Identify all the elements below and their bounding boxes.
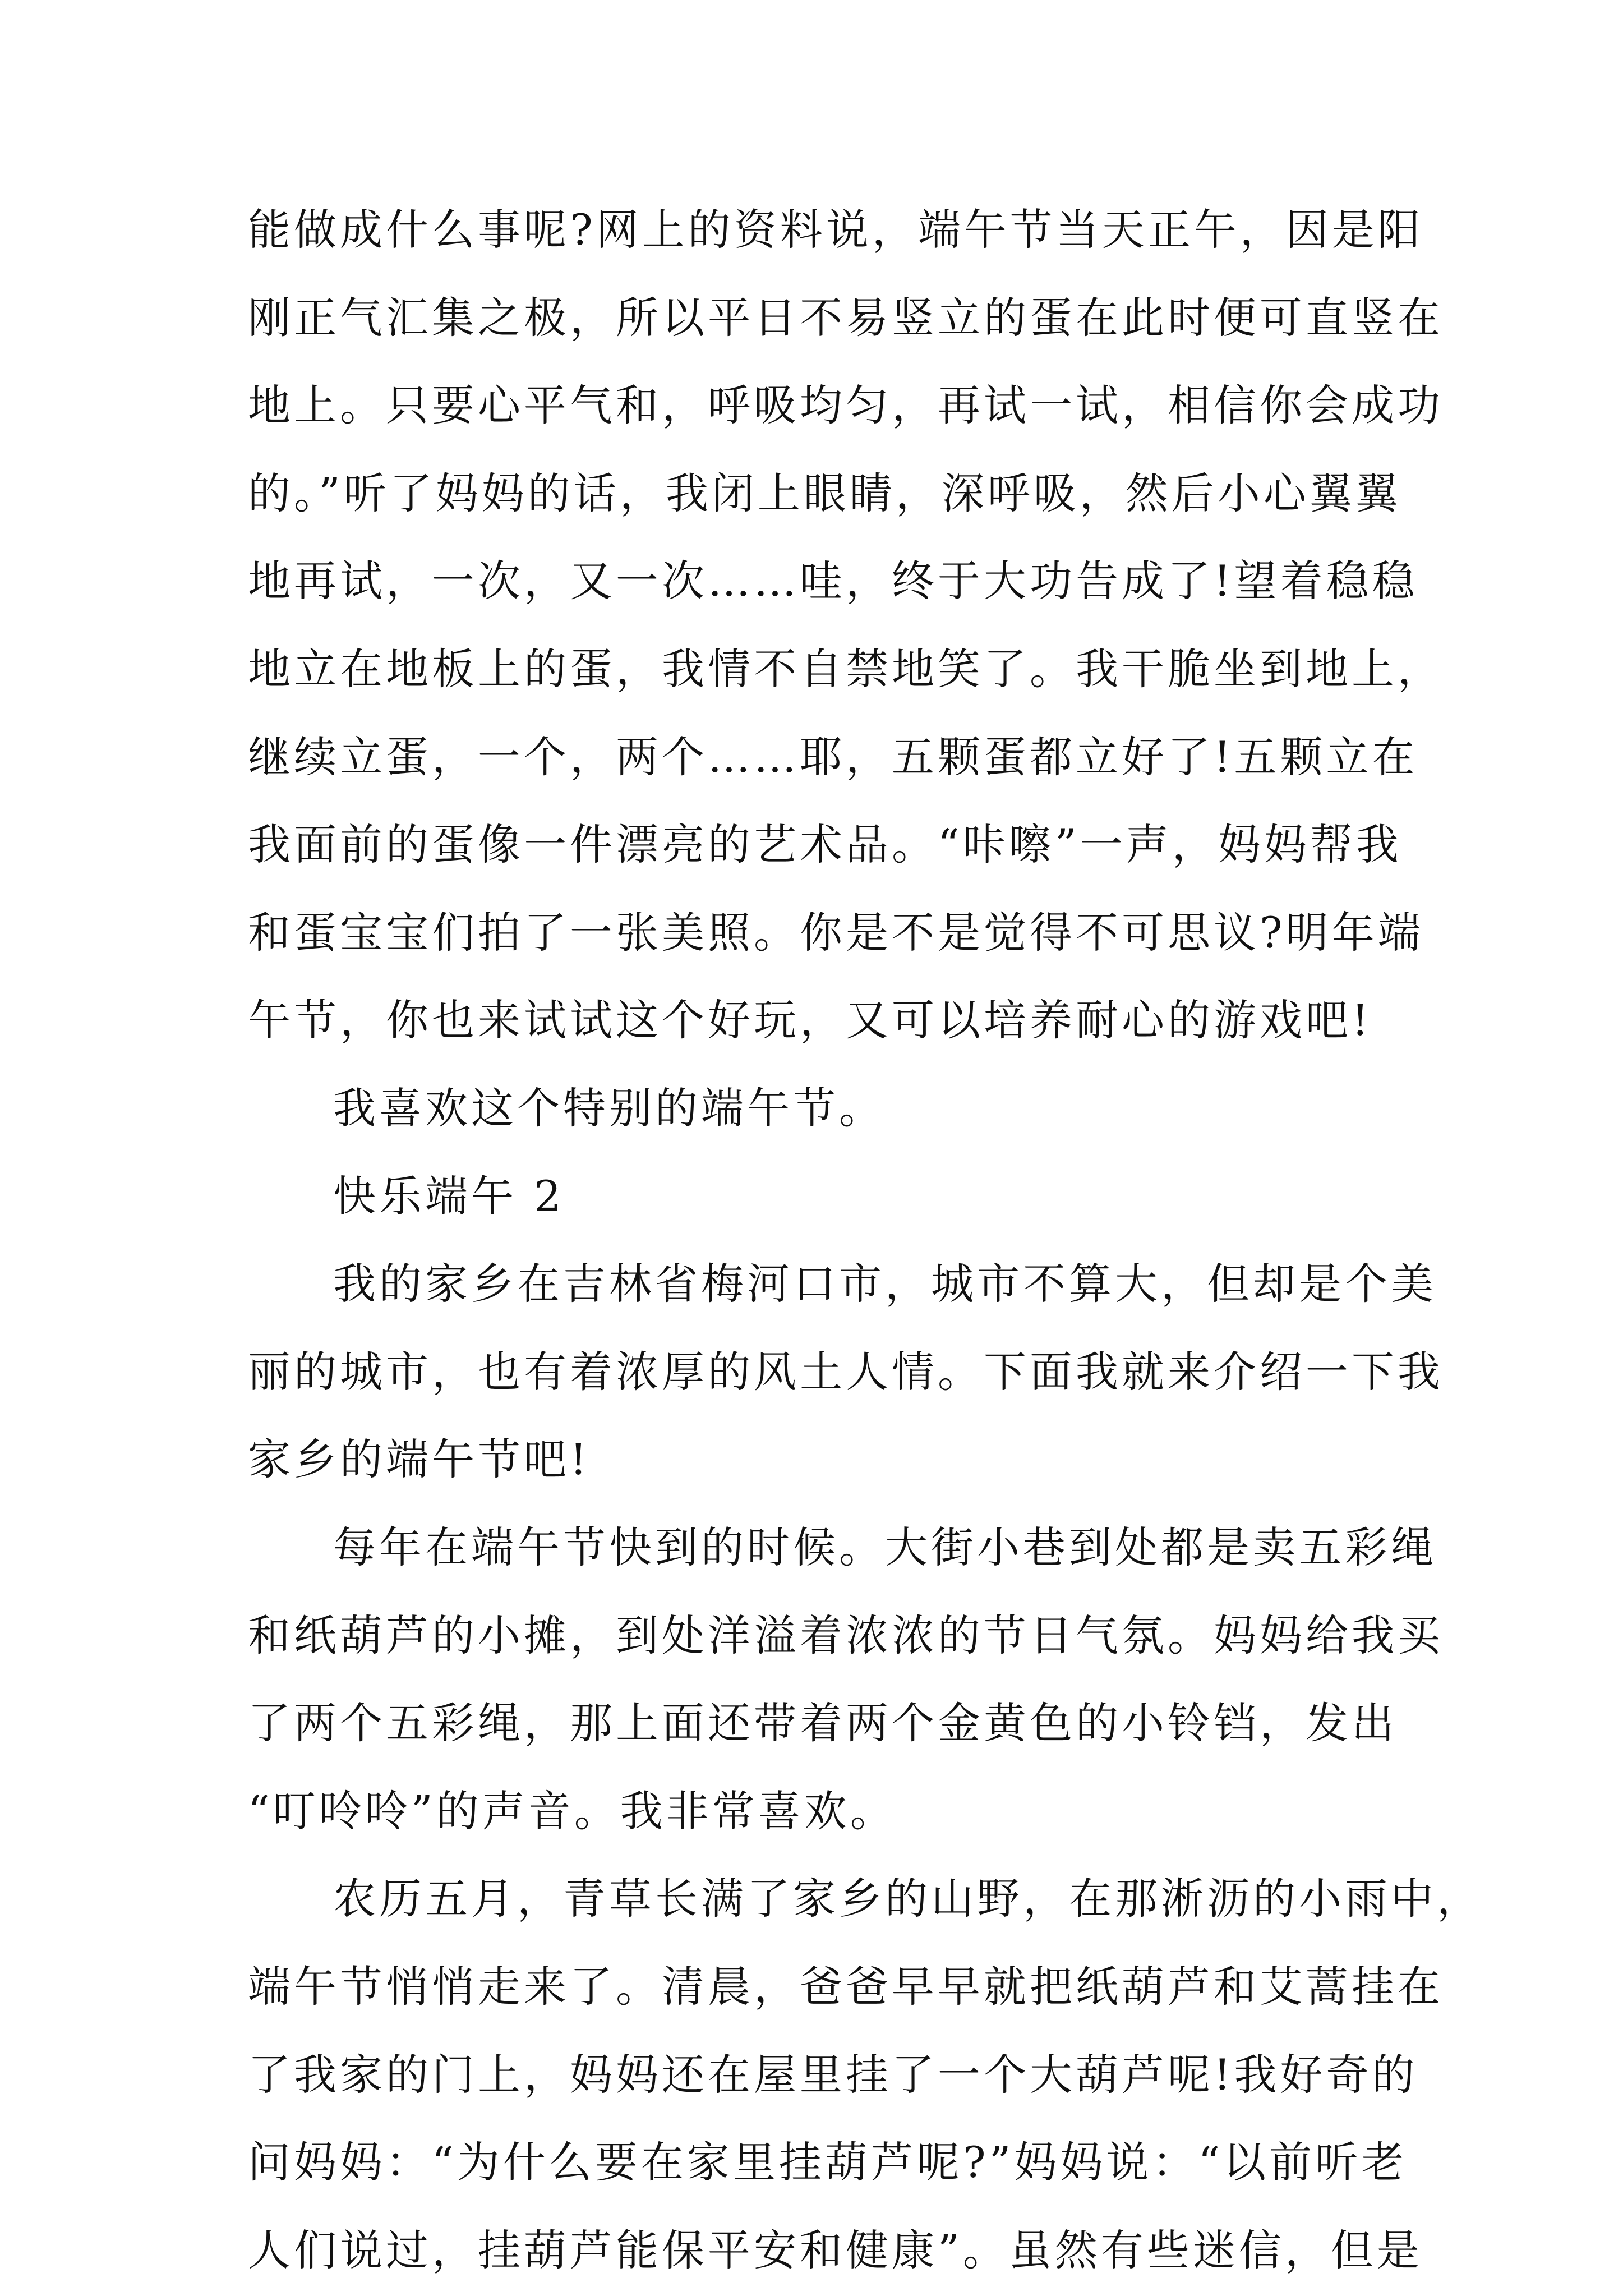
- paragraph-line: 我的家乡在吉林省梅河口市，城市不算大，但却是个美: [333, 1259, 1437, 1309]
- text-line: 地上。只要心平气和，呼吸均匀，再试一试，相信你会成功: [248, 380, 1444, 430]
- text-line: 人们说过，挂葫芦能保平安和健康”。虽然有些迷信，但是: [248, 2225, 1423, 2275]
- text-line: “叮呤呤”的声音。我非常喜欢。: [248, 1786, 896, 1836]
- text-line: 继续立蛋，一个，两个……耶，五颗蛋都立好了!五颗立在: [248, 732, 1418, 782]
- text-line: 地再试，一次，又一次……哇，终于大功告成了!望着稳稳: [248, 556, 1418, 606]
- paragraph-line: 我喜欢这个特别的端午节。: [333, 1083, 885, 1133]
- text-line: 家乡的端午节吧!: [248, 1434, 591, 1484]
- text-line: 地立在地板上的蛋，我情不自禁地笑了。我干脆坐到地上，: [248, 644, 1444, 694]
- text-line: 问妈妈：“为什么要在家里挂葫芦呢?”妈妈说：“以前听老: [248, 2137, 1408, 2187]
- paragraph-line: 农历五月，青草长满了家乡的山野，在那淅沥的小雨中，: [333, 1874, 1483, 1924]
- text-line: 丽的城市，也有着浓厚的风土人情。下面我就来介绍一下我: [248, 1347, 1444, 1397]
- text-line: 和蛋宝宝们拍了一张美照。你是不是觉得不可思议?明年端: [248, 908, 1424, 958]
- text-line: 了两个五彩绳，那上面还带着两个金黄色的小铃铛，发出: [248, 1698, 1398, 1748]
- text-line: 能做成什么事呢?网上的资料说，端午节当天正午，因是阳: [248, 205, 1424, 255]
- section-heading: 快乐端午 2: [333, 1171, 565, 1221]
- paragraph-line: 每年在端午节快到的时候。大街小巷到处都是卖五彩绳: [333, 1522, 1437, 1572]
- text-line: 我面前的蛋像一件漂亮的艺术品。“咔嚓”一声，妈妈帮我: [248, 820, 1402, 869]
- text-line: 刚正气汇集之极，所以平日不易竖立的蛋在此时便可直竖在: [248, 293, 1444, 343]
- text-line: 的。”听了妈妈的话，我闭上眼睛，深呼吸，然后小心翼翼: [248, 468, 1401, 518]
- text-line: 端午节悄悄走来了。清晨，爸爸早早就把纸葫芦和艾蒿挂在: [248, 1962, 1444, 2012]
- text-line: 午节，你也来试试这个好玩，又可以培养耐心的游戏吧!: [248, 995, 1372, 1045]
- text-line: 和纸葫芦的小摊，到处洋溢着浓浓的节日气氛。妈妈给我买: [248, 1611, 1444, 1660]
- text-line: 了我家的门上，妈妈还在屋里挂了一个大葫芦呢!我好奇的: [248, 2050, 1418, 2100]
